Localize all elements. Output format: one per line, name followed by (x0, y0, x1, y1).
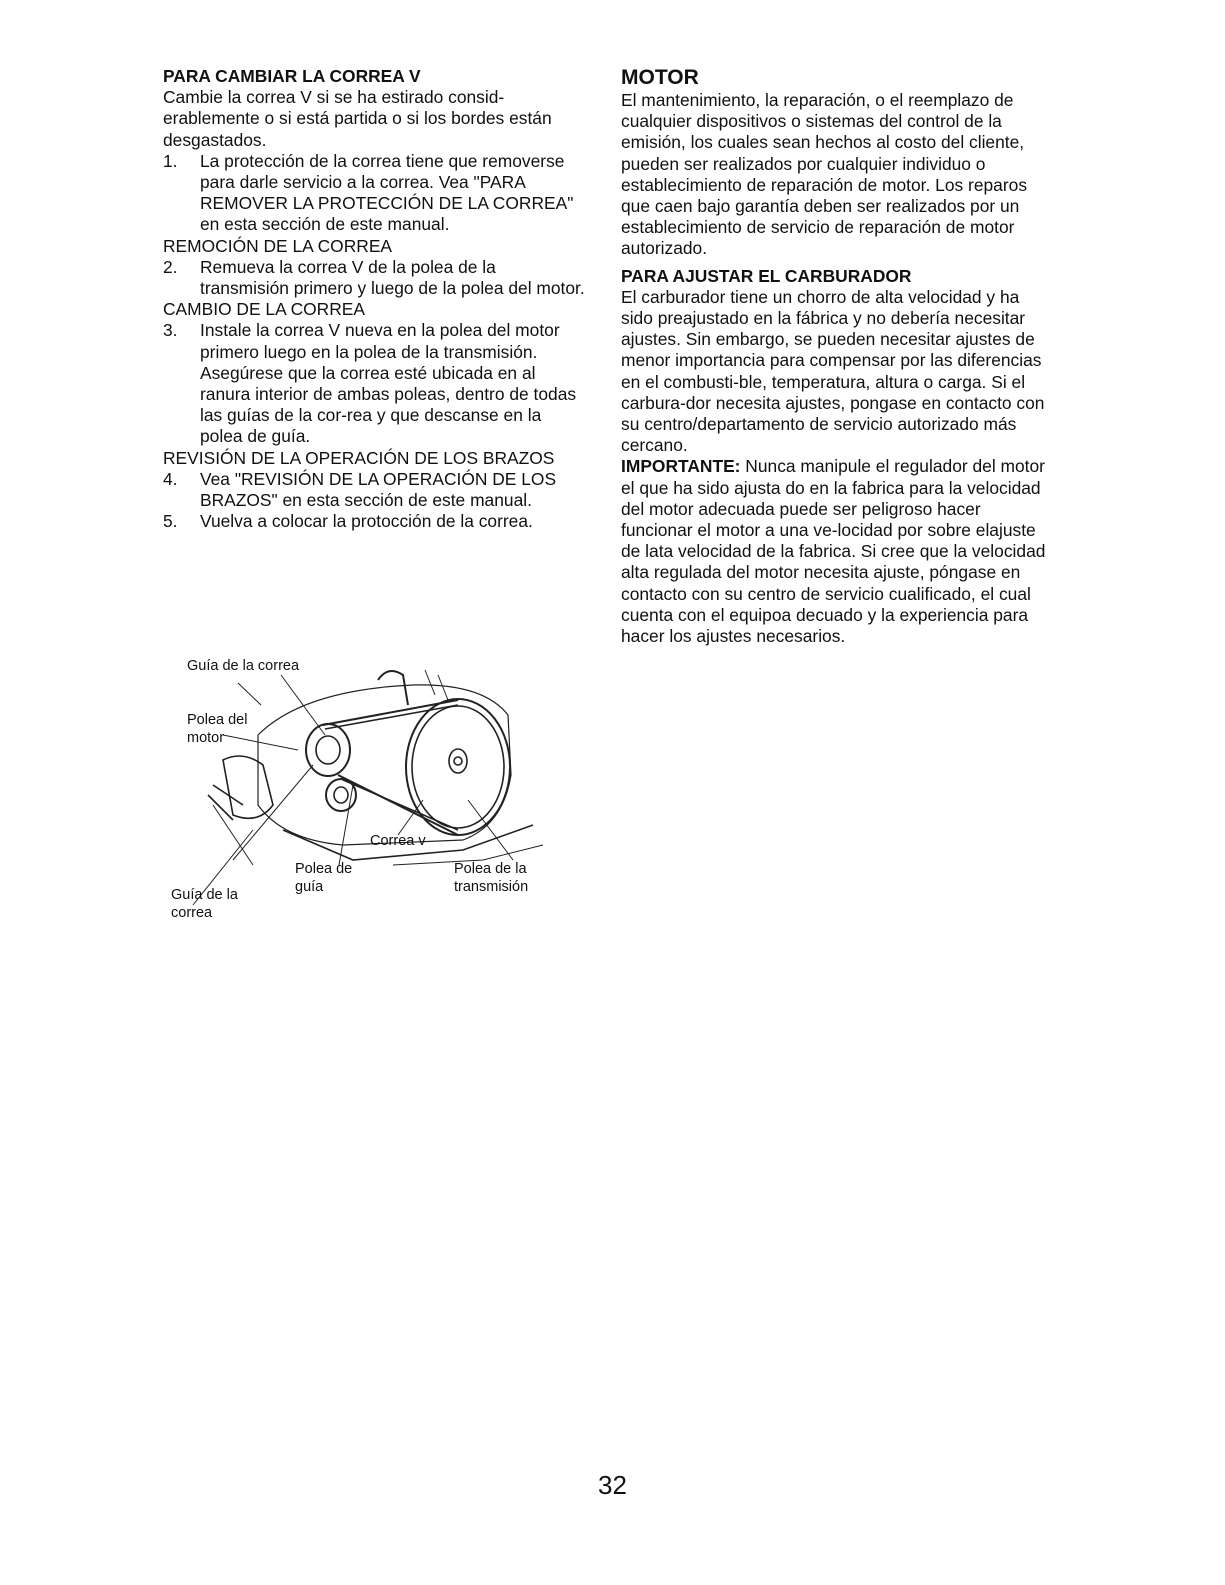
page-number: 32 (598, 1470, 627, 1500)
label-v-belt: Correa v (370, 833, 426, 849)
step-text: Vea "REVISIÓN DE LA OPERACIÓN DE LOS BRAZOS" en esta sección de este manual. (200, 468, 557, 511)
label-belt-guide-bottom-line2: correa (171, 905, 213, 921)
label-engine-pulley-line2: motor (187, 730, 225, 746)
important-paragraph (621, 456, 1051, 647)
label-guide-pulley-line1: Polea de (295, 861, 353, 877)
label-transmission-pulley-line2: transmisión (454, 879, 529, 895)
step-number: 1. (163, 150, 178, 171)
label-belt-guide-top: Guía de la correa (187, 658, 300, 674)
step-3 (163, 320, 585, 447)
important-text: Nunca manipule el regulador del motor el que ha sido ajusta do en la fabrica para la velocidad del motor adecuada puede ser peligroso hacer funcionar el motor a una ve-locidad por sobre elajuste de lata velocidad de la fabrica. Si cree que la velocidad alta regulada del motor necesita ajuste, póngase en contacto con su centro de servicio cualificado, el cual cuenta con el equipoa decuado y la experiencia para hacer los ajustes necesarios. (621, 456, 1046, 647)
left-column (163, 66, 585, 532)
step-text: Instale la correa V nueva en la polea del motor primero luego en la polea de la transmisión. Asegúrese que la correa esté ubicada en al ranura interior de ambas poleas, dentro de todas las guías de la cor-rea y que descanse en la polea de guía. (200, 320, 577, 447)
step-text: Remueva la correa V de la polea de la transmisión primero y luego de la polea del motor. (200, 256, 585, 299)
intro-paragraph: Cambie la correa V si se ha estirado consid-erablemente o si está partida o si los bordes están desgastados. (163, 87, 552, 150)
step-text: La protección de la correa tiene que removerse para darle servicio a la correa. Vea "PARA REMOVER LA PROTECCIÓN DE LA CORREA" en esta sección de este manual. (200, 150, 574, 235)
section-title-carburetor: PARA AJUSTAR EL CARBURADOR (621, 265, 912, 286)
important-label: IMPORTANTE: (621, 456, 741, 477)
step-number: 5. (163, 511, 178, 532)
subheading-arm-review: REVISIÓN DE LA OPERACIÓN DE LOS BRAZOS (163, 447, 555, 468)
label-engine-pulley-line1: Polea del (187, 712, 248, 728)
belt-diagram (163, 655, 583, 930)
right-column (621, 66, 1051, 647)
step-number: 3. (163, 320, 178, 341)
carburetor-paragraph: El carburador tiene un chorro de alta velocidad y ha sido preajustado en la fábrica y no debería necesitar ajustes. Sin embargo, se pueden necesitar ajustes de menor importancia para compensar por las diferencias en el combusti-ble, temperatura, altura o carga. Si el carbura-dor necesita ajustes, pongase en contacto con su centro/departamento de servicio autorizado más cercano. (621, 286, 1045, 456)
step-2 (163, 257, 585, 299)
label-transmission-pulley-line1: Polea de la (454, 861, 527, 877)
step-number: 4. (163, 468, 178, 489)
label-belt-guide-bottom-line1: Guía de la (171, 887, 238, 903)
step-1 (163, 151, 585, 236)
section-title-change-belt: PARA CAMBIAR LA CORREA V (163, 66, 421, 86)
subheading-belt-change: CAMBIO DE LA CORREA (163, 299, 365, 320)
section-title-motor: MOTOR (621, 66, 699, 89)
step-5 (163, 511, 585, 532)
step-4 (163, 469, 585, 511)
motor-paragraph: El mantenimiento, la reparación, o el reemplazo de cualquier dispositivos o sistemas del control de la emisión, los cuales sean hechos al costo del cliente, pueden ser realizados por cualquier individuo o establecimiento de reparación de motor. Los reparos que caen bajo garantía deben ser realizados por un establecimiento de servicio de reparación de motor autorizado. (621, 90, 1028, 259)
step-text: Vuelva a colocar la protocción de la correa. (200, 511, 533, 532)
label-guide-pulley-line2: guía (295, 879, 324, 895)
subheading-belt-removal: REMOCIÓN DE LA CORREA (163, 235, 393, 256)
step-number: 2. (163, 256, 178, 277)
